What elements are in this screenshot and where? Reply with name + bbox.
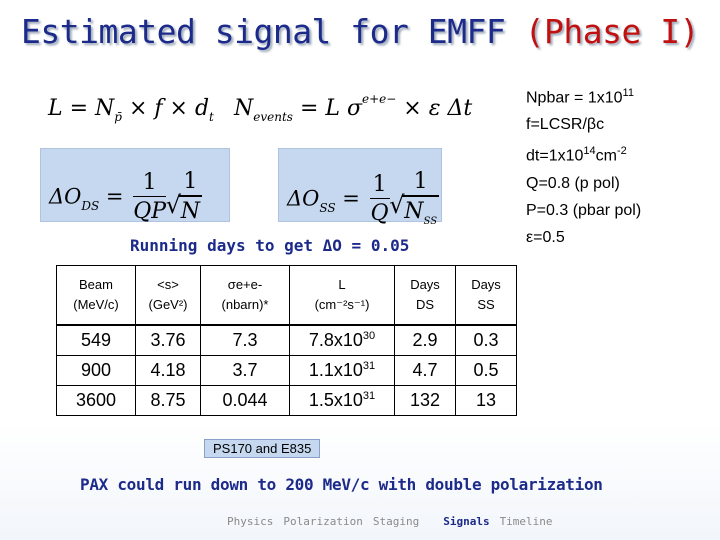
header-s: <s> (GeV²) xyxy=(136,266,201,326)
cell-sigma: 0.044 xyxy=(201,386,290,416)
param-f: f=LCSR/βc xyxy=(526,116,605,134)
header-days-ss: Days SS xyxy=(456,266,517,326)
nav-link-staging[interactable]: Staging xyxy=(372,515,420,528)
header-sigma: σe+e- (nbarn)* xyxy=(201,266,290,326)
nav-link-polarization[interactable]: Polarization xyxy=(283,515,363,528)
param-q: Q=0.8 (p pol) xyxy=(526,174,620,192)
cell-luminosity: $7.8x10^{30}$ xyxy=(290,325,395,356)
title-main: Estimated signal for EMFF xyxy=(21,12,506,51)
table-header-row xyxy=(57,266,517,326)
cell-days-ds: 2.9 xyxy=(395,325,456,356)
cell-luminosity: $1.5x10^{31}$ xyxy=(290,386,395,416)
table-row xyxy=(57,356,517,386)
title-phase: (Phase I) xyxy=(524,12,699,51)
table-row xyxy=(57,386,517,416)
nav-link-physics[interactable]: Physics xyxy=(227,515,274,528)
header-days-ds: Days DS xyxy=(395,266,456,326)
formula-delta-ods: $\Delta O_{DS}$ = $\frac{1}{QP}$ 1 √ N xyxy=(40,148,230,222)
param-npbar: Npbar = $1x10^{11}$ xyxy=(526,87,634,107)
param-dt: $dt=1x10^{14}cm^{-2}$ xyxy=(526,145,627,165)
table-row xyxy=(57,325,517,356)
conclusion-text: PAX could run down to 200 MeV/c with double polarization xyxy=(80,475,603,494)
cell-days-ds: 132 xyxy=(395,386,456,416)
header-luminosity: L (cm⁻²s⁻¹) xyxy=(290,266,395,326)
cell-beam: 549 xyxy=(57,325,136,356)
cell-days-ss: 0.5 xyxy=(456,356,517,386)
cell-days-ss: 13 xyxy=(456,386,517,416)
note-box: PS170 and E835 xyxy=(204,439,320,458)
slide-title xyxy=(0,12,720,51)
header-beam: Beam (MeV/c) xyxy=(57,266,136,326)
param-eps: ε=0.5 xyxy=(526,228,565,246)
cell-beam: 3600 xyxy=(57,386,136,416)
cell-days-ds: 4.7 xyxy=(395,356,456,386)
formula-events: $N_{events} = L$ $\sigma^{e+e-} \times \varepsilon$ Δt xyxy=(234,92,473,124)
running-days-label: Running days to get ΔO = 0.05 xyxy=(130,236,410,255)
nav-link-timeline[interactable]: Timeline xyxy=(499,515,553,528)
cell-luminosity: $1.1x10^{31}$ xyxy=(290,356,395,386)
parameter-list xyxy=(526,80,641,251)
slide-navigation xyxy=(227,515,553,528)
cell-days-ss: 0.3 xyxy=(456,325,517,356)
cell-s: 8.75 xyxy=(136,386,201,416)
formula-delta-oss: $\Delta O_{SS}$ = $\frac{1}{Q}$ 1 √ $N_{SS}$ xyxy=(278,148,442,222)
formula-luminosity: $L = N_{p̄} \times f \times d_t$ xyxy=(48,96,214,124)
cell-sigma: 7.3 xyxy=(201,325,290,356)
cell-s: 3.76 xyxy=(136,325,201,356)
param-p: P=0.3 (pbar pol) xyxy=(526,201,642,219)
signal-table xyxy=(56,265,517,416)
cell-beam: 900 xyxy=(57,356,136,386)
cell-s: 4.18 xyxy=(136,356,201,386)
nav-link-signals[interactable]: Signals xyxy=(443,515,490,528)
cell-sigma: 3.7 xyxy=(201,356,290,386)
